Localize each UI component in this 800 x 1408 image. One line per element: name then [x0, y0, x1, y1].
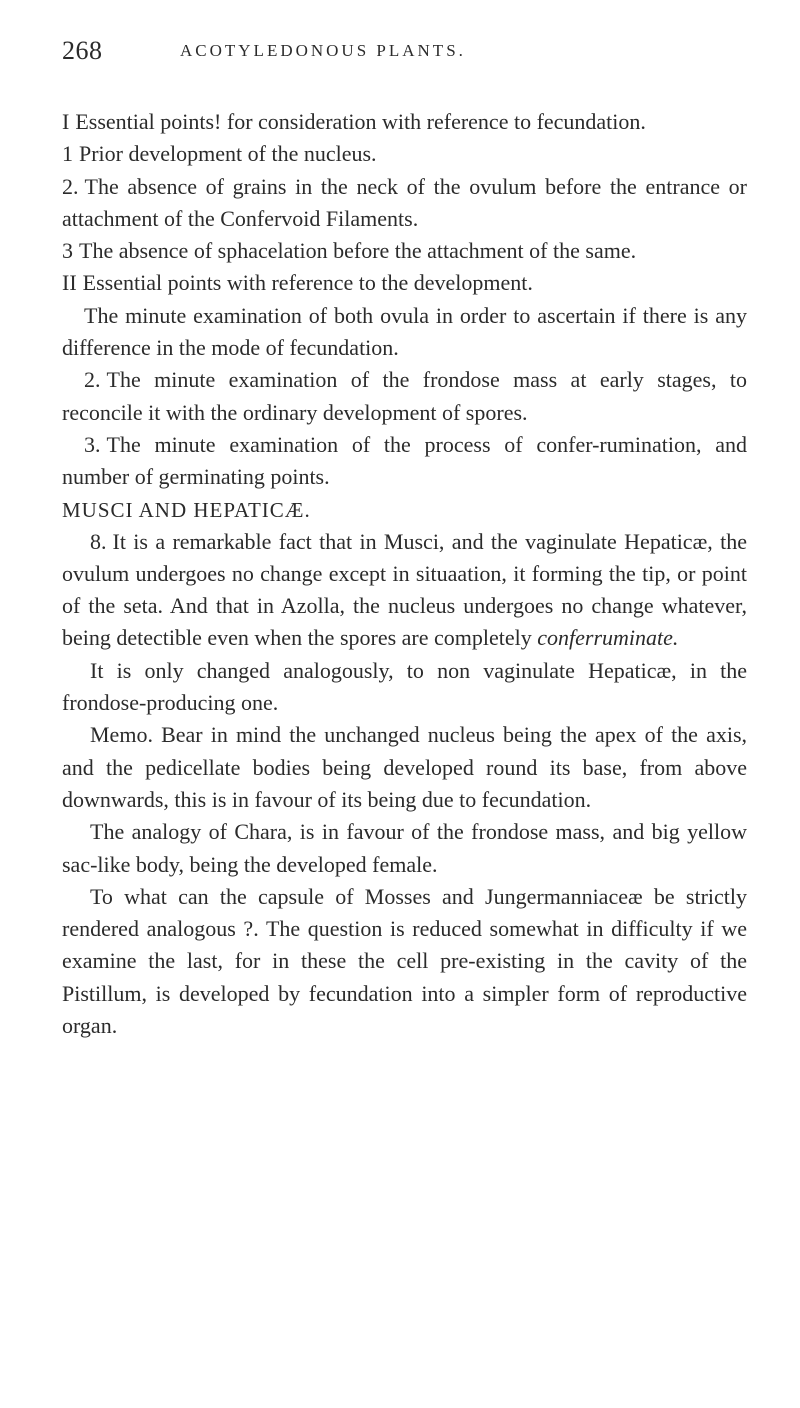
section1-item-3-text: The absence of sphacelation before the attachment of the same.: [79, 238, 637, 264]
section2-heading-text: Essential points with reference to the development.: [82, 270, 533, 296]
section-heading-musci: MUSCI AND HEPATICÆ.: [62, 497, 311, 522]
section2-heading-num: II: [62, 270, 77, 296]
section1-item-3-num: 3: [62, 238, 73, 264]
page-body: [62, 106, 747, 1042]
memo-label: Memo.: [90, 722, 153, 748]
paragraph-8-italic: conferruminate.: [537, 625, 679, 651]
section2-item-2-text: The minute examination of the frondose mass at early stages, to reconcile it with the ordinary development of spores.: [62, 367, 747, 425]
section1-item-2-num: 2.: [62, 173, 79, 199]
section1-item-1-text: Prior development of the nucleus.: [79, 141, 377, 167]
page-header: [62, 36, 742, 76]
paragraph-mosses: To what can the capsule of Mosses and Jungermanniaceæ be strictly rendered analogous ?. The question is reduced somewhat in difficulty if we examine the last, for in these the cell pre-existing in the cavity of the Pistillum, is developed by fecundation into a simpler form of reproductive organ.: [62, 883, 747, 1039]
paragraph-8-text: It is a remarkable fact that in Musci, and the vaginulate Hepaticæ, the ovulum undergoes no change except in situaation, it forming the tip, or point of the seta. And that in Azolla, the nucleus undergoes no change whatever, being detectible even when the spores are completely: [62, 528, 747, 651]
paragraph-8-num: 8.: [90, 528, 107, 554]
section1-heading-num: I: [62, 109, 70, 134]
section1-item-2-text: The absence of grains in the neck of the ovulum before the entrance or attachment of the Confervoid Filaments.: [62, 173, 747, 231]
section1-item-1: [62, 138, 747, 170]
paragraph-analogous: It is only changed analogously, to non vaginulate Hepaticæ, in the frondose-producing one.: [62, 657, 747, 716]
section1-item-3: [62, 235, 747, 267]
section2-item-1-text: The minute examination of both ovula in order to ascertain if there is any difference in the mode of fecundation.: [62, 302, 747, 361]
running-head: ACOTYLEDONOUS PLANTS.: [180, 41, 466, 60]
paragraph-8: [62, 526, 747, 655]
section2-item-2-num: 2.: [84, 367, 101, 393]
section1-heading: [62, 106, 747, 138]
section2-item-3-num: 3.: [84, 431, 101, 457]
paragraph-memo: [62, 719, 747, 816]
page-number: 268: [62, 36, 103, 65]
section2-item-2: [62, 364, 747, 429]
section2-heading: [62, 267, 747, 299]
section1-item-2: [62, 171, 747, 236]
section1-heading-text: Essential points! for consideration with reference to fecundation.: [75, 109, 646, 134]
section2-item-3-text: The minute examination of the process of confer-rumination, and number of germinating points.: [62, 431, 747, 490]
section2-item-3: [62, 429, 747, 494]
section2-item-1: [62, 300, 747, 365]
section1-item-1-num: 1: [62, 141, 73, 167]
paragraph-chara: The analogy of Chara, is in favour of the frondose mass, and big yellow sac-like body, being the developed female.: [62, 819, 747, 877]
memo-text: Bear in mind the unchanged nucleus being the apex of the axis, and the pedicellate bodies being developed round its base, from above downwards, this is in favour of its being due to fecundation.: [62, 722, 748, 812]
